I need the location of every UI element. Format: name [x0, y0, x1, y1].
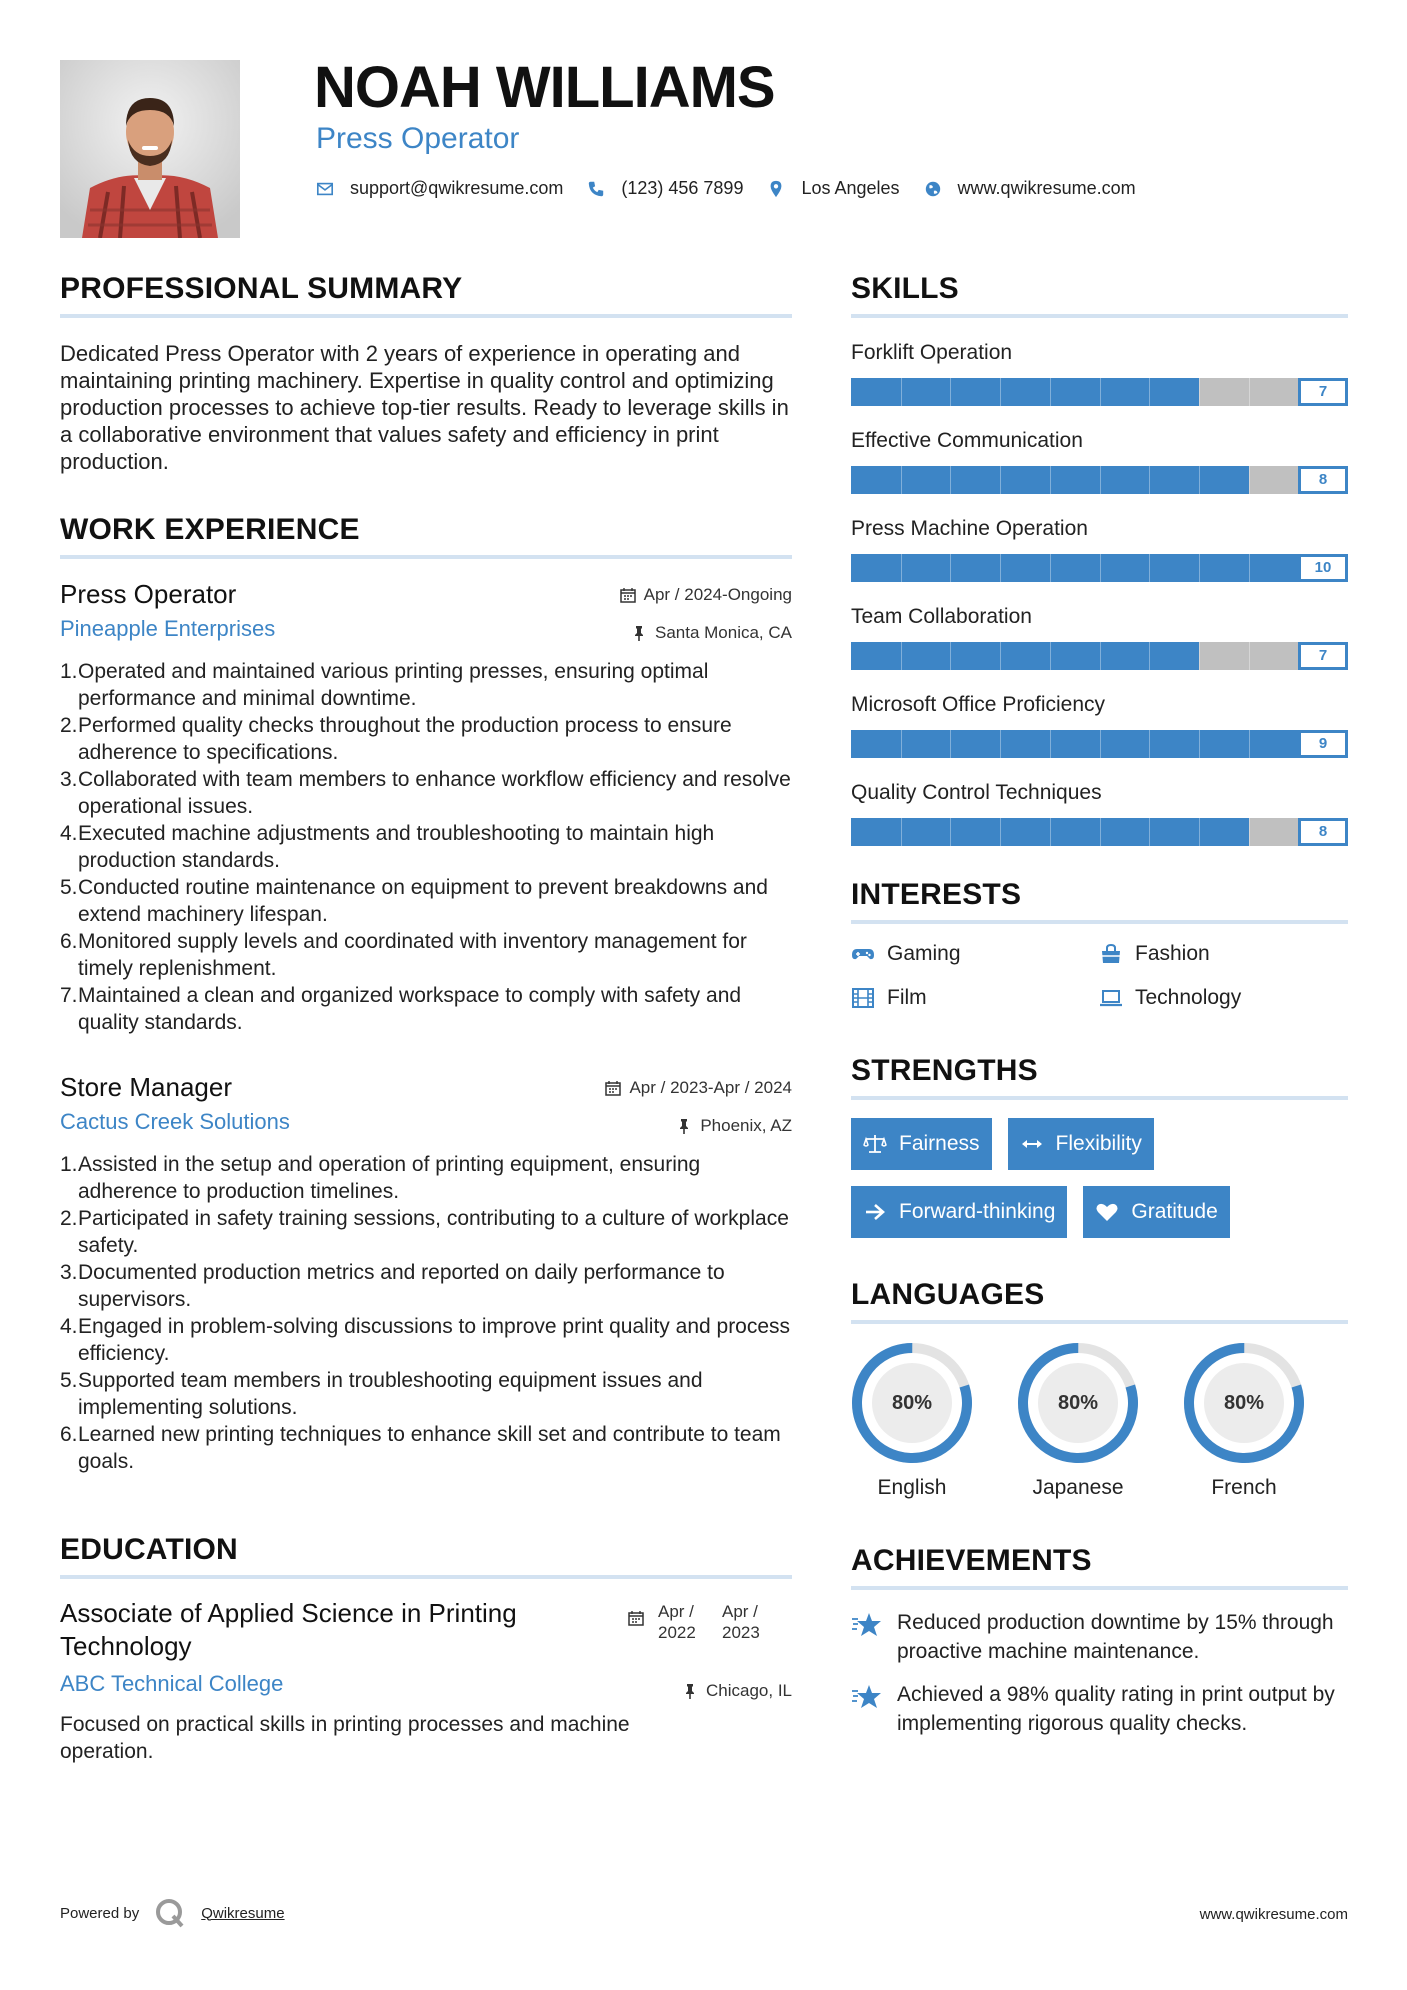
skill-level: 10: [1298, 554, 1348, 582]
skill-item: [851, 600, 1348, 670]
calendar-icon: [605, 1080, 621, 1096]
skill-bar: [851, 818, 1348, 846]
skill-bar-segment: [1149, 642, 1150, 670]
interest-item: [851, 942, 1099, 966]
job-location: [631, 623, 792, 643]
skill-bar-segment: [1000, 818, 1001, 846]
skills-section: [851, 272, 1348, 846]
job-dates-text: Apr / 2024-Ongoing: [643, 585, 792, 604]
skill-item: [851, 512, 1348, 582]
strength-tag: [851, 1186, 1067, 1238]
education-end: Apr / 2023: [722, 1602, 760, 1642]
contact-location: [767, 178, 899, 199]
job-location-text: Phoenix, AZ: [700, 1116, 792, 1135]
language-percent: 80%: [1057, 1392, 1099, 1414]
phone-icon: [587, 180, 605, 198]
skill-bar-segment: [950, 378, 951, 406]
education-start: Apr / 2022: [658, 1602, 696, 1642]
skill-bar-segment: [901, 554, 902, 582]
skill-bar-segment: [1050, 554, 1051, 582]
skill-name: Forklift Operation: [851, 341, 1013, 364]
skill-bar-segment: [1199, 554, 1200, 582]
film-icon: [851, 986, 875, 1010]
achievements-list: [851, 1608, 1348, 1738]
bullet-text: Assisted in the setup and operation of printing equipment, ensuring adherence to production timelines.: [78, 1153, 701, 1203]
job-location: [676, 1116, 792, 1136]
achievement-item: [851, 1680, 1348, 1738]
candidate-role: Press Operator: [316, 122, 520, 155]
strength-label: Fairness: [899, 1132, 980, 1155]
job-dates: [620, 585, 792, 605]
skill-bar-segment: [1149, 730, 1150, 758]
section-title-skills: SKILLS: [851, 272, 1348, 318]
skill-bar-fill: [851, 730, 1298, 758]
skill-level: 8: [1298, 818, 1348, 846]
skill-bar-segment: [1000, 642, 1001, 670]
skill-bar-segment: [1199, 642, 1200, 670]
bullet-text: Monitored supply levels and coordinated with inventory management for timely replenishment.: [78, 930, 747, 980]
contact-email-text: support@qwikresume.com: [350, 178, 564, 198]
strength-label: Flexibility: [1055, 1132, 1142, 1155]
job-company: Cactus Creek Solutions: [60, 1109, 290, 1134]
section-title-strengths: STRENGTHS: [851, 1054, 1348, 1100]
strengths-list: [851, 1118, 1348, 1238]
strengths-section: [851, 1054, 1348, 1238]
interest-item: [851, 986, 1099, 1010]
section-title-achievements: ACHIEVEMENTS: [851, 1544, 1348, 1590]
section-title-education: EDUCATION: [60, 1533, 792, 1579]
achievement-item: [851, 1608, 1348, 1666]
section-title-summary: PROFESSIONAL SUMMARY: [60, 272, 792, 318]
job-bullets: [60, 1151, 792, 1475]
skill-bar-segment: [1100, 642, 1101, 670]
language-percent: 80%: [891, 1392, 933, 1414]
skill-bar-segment: [950, 642, 951, 670]
bullet-text: Documented production metrics and reported on daily performance to supervisors.: [78, 1261, 725, 1311]
list-item: 3. Collaborated with team members to enhance workflow efficiency and resolve operational issues.: [60, 768, 791, 818]
skill-bar-segment: [1050, 730, 1051, 758]
pushpin-icon: [631, 625, 647, 641]
interest-item: [1099, 942, 1347, 966]
languages-list: [851, 1342, 1348, 1500]
education-degree: Associate of Applied Science in Printing Technology: [60, 1598, 517, 1661]
list-item: 1. Operated and maintained various printing presses, ensuring optimal performance and minimal downtime.: [60, 658, 792, 712]
skill-bar-segment: [1249, 642, 1250, 670]
skill-bar-segment: [1100, 818, 1101, 846]
language-name: Japanese: [1032, 1476, 1124, 1499]
globe-icon: [924, 180, 942, 198]
skill-bar-segment: [1149, 554, 1150, 582]
bullet-text: Performed quality checks throughout the production process to ensure adherence to specifications.: [78, 714, 732, 764]
skill-bar-segment: [1000, 730, 1001, 758]
education-location: [682, 1681, 792, 1701]
skill-bar-segment: [1199, 818, 1200, 846]
bullet-text: Conducted routine maintenance on equipment to prevent breakdowns and extend machinery lifespan.: [78, 876, 768, 926]
shopping-bag-icon: [1099, 942, 1123, 966]
skill-bar-segment: [1100, 466, 1101, 494]
skill-item: [851, 776, 1348, 846]
language-name: English: [877, 1476, 947, 1499]
education-location-text: Chicago, IL: [706, 1681, 792, 1700]
skill-bar-segment: [1100, 554, 1101, 582]
skill-bar-segment: [1249, 818, 1250, 846]
experience-section: [60, 513, 792, 1475]
skill-bar-segment: [901, 818, 902, 846]
skill-bar-segment: [901, 642, 902, 670]
section-title-interests: INTERESTS: [851, 878, 1348, 924]
strength-tag: [1083, 1186, 1229, 1238]
skill-bar-segment: [1149, 818, 1150, 846]
star-badge-icon: [851, 1610, 883, 1642]
contact-website[interactable]: [924, 178, 1136, 199]
bullet-text: Collaborated with team members to enhance workflow efficiency and resolve operational issues.: [78, 768, 791, 818]
heart-icon: [1095, 1200, 1119, 1224]
list-item: 1. Assisted in the setup and operation of printing equipment, ensuring adherence to production timelines.: [60, 1151, 792, 1205]
star-badge-icon: [851, 1682, 883, 1714]
interest-label: Fashion: [1135, 942, 1210, 965]
skill-bar: [851, 466, 1348, 494]
list-item: 7. Maintained a clean and organized workspace to comply with safety and quality standards.: [60, 982, 792, 1036]
calendar-icon: [620, 587, 636, 603]
bullet-text: Maintained a clean and organized workspace to comply with safety and quality standards.: [78, 984, 742, 1034]
skill-name: Microsoft Office Proficiency: [851, 693, 1106, 716]
gamepad-icon: [851, 942, 875, 966]
skill-bar-segment: [1100, 730, 1101, 758]
skill-bar-segment: [1249, 554, 1250, 582]
achievement-text: Achieved a 98% quality rating in print output by implementing rigorous quality checks.: [897, 1683, 1335, 1735]
skill-bar-segment: [1249, 466, 1250, 494]
skill-bar: [851, 730, 1348, 758]
job-entry: [60, 1072, 792, 1475]
qwikresume-link[interactable]: Qwikresume: [201, 1904, 285, 1922]
bullet-text: Operated and maintained various printing presses, ensuring optimal performance and minimal downtime.: [78, 660, 709, 710]
skill-level: 8: [1298, 466, 1348, 494]
skill-bar-segment: [950, 466, 951, 494]
skills-list: [851, 336, 1348, 846]
contact-phone-text: (123) 456 7899: [621, 178, 744, 198]
language-item: [1017, 1342, 1139, 1500]
list-item: 3. Documented production metrics and reported on daily performance to supervisors.: [60, 1259, 792, 1313]
balance-scale-icon: [863, 1132, 887, 1156]
achievement-text: Reduced production downtime by 15% through proactive machine maintenance.: [897, 1611, 1334, 1663]
language-ring: [851, 1342, 973, 1464]
list-item: 6. Monitored supply levels and coordinated with inventory management for timely replenishment.: [60, 928, 792, 982]
list-item: 4. Engaged in problem-solving discussions to improve print quality and process efficiency.: [60, 1315, 791, 1365]
skill-bar-segment: [901, 466, 902, 494]
left-column: [60, 272, 792, 1765]
laptop-icon: [1099, 986, 1123, 1010]
contact-phone[interactable]: [587, 178, 743, 199]
bullet-text: Participated in safety training sessions, contributing to a culture of workplace safety.: [78, 1207, 789, 1257]
language-ring: [1017, 1342, 1139, 1464]
contact-location-text: Los Angeles: [801, 178, 900, 198]
skill-bar-segment: [1050, 466, 1051, 494]
job-dates-text: Apr / 2023-Apr / 2024: [629, 1078, 792, 1097]
skill-item: [851, 424, 1348, 494]
skill-bar-segment: [950, 818, 951, 846]
skill-bar-segment: [1199, 730, 1200, 758]
right-column: [851, 272, 1348, 1752]
education-description: Focused on practical skills in printing processes and machine operation.: [60, 1713, 630, 1763]
strength-label: Gratitude: [1131, 1200, 1218, 1223]
skill-name: Team Collaboration: [851, 605, 1032, 628]
job-entry: [60, 579, 792, 1036]
skill-item: [851, 336, 1348, 406]
skill-bar-segment: [901, 730, 902, 758]
skill-item: [851, 688, 1348, 758]
skill-name: Press Machine Operation: [851, 517, 1088, 540]
language-ring: [1183, 1342, 1305, 1464]
bullet-text: Learned new printing techniques to enhance skill set and contribute to team goals.: [78, 1423, 781, 1473]
section-title-languages: LANGUAGES: [851, 1278, 1348, 1324]
interest-label: Technology: [1135, 986, 1242, 1009]
bullet-text: Executed machine adjustments and troubleshooting to maintain high production standards.: [78, 822, 715, 872]
interests-grid: [851, 942, 1348, 1010]
skill-bar-segment: [1000, 554, 1001, 582]
list-item: 6. Learned new printing techniques to enhance skill set and contribute to team goals.: [60, 1421, 792, 1475]
job-company: Pineapple Enterprises: [60, 616, 276, 641]
skill-bar-segment: [950, 554, 951, 582]
skill-bar-segment: [1249, 378, 1250, 406]
skill-bar-fill: [851, 642, 1199, 670]
skill-level: 9: [1298, 730, 1348, 758]
language-name: French: [1211, 1476, 1277, 1499]
list-item: 2. Performed quality checks throughout the production process to ensure adherence to specifications.: [60, 712, 792, 766]
contact-email[interactable]: [316, 178, 563, 199]
skill-level: 7: [1298, 642, 1348, 670]
interest-label: Film: [887, 986, 927, 1009]
achievements-section: [851, 1544, 1348, 1738]
skill-bar-segment: [1050, 642, 1051, 670]
powered-by-text: Powered by: [60, 1904, 140, 1922]
pushpin-icon: [676, 1118, 692, 1134]
skill-bar-segment: [1149, 378, 1150, 406]
pushpin-icon: [682, 1683, 698, 1699]
education-dates: [628, 1601, 772, 1643]
interest-item: [1099, 986, 1347, 1010]
interests-section: [851, 878, 1348, 1010]
languages-section: [851, 1278, 1348, 1500]
skill-bar-segment: [1199, 378, 1200, 406]
skill-bar-segment: [1249, 730, 1250, 758]
education-entry: [60, 1597, 792, 1765]
bullet-text: Supported team members in troubleshooting equipment issues and implementing solutions.: [78, 1369, 703, 1419]
job-title: Press Operator: [60, 579, 237, 609]
skill-name: Quality Control Techniques: [851, 781, 1102, 804]
arrows-horizontal-icon: [1020, 1132, 1044, 1156]
summary-text: Dedicated Press Operator with 2 years of experience in operating and maintaining printing machinery. Expertise in quality control and optimizing production processes to achieve top-tier results. Ready to leverage skills in a collaborative environment that values safety and efficiency in print production.: [60, 341, 789, 474]
education-section: [60, 1533, 792, 1765]
strength-tag: [1008, 1118, 1154, 1170]
candidate-name: NOAH WILLIAMS: [314, 55, 775, 120]
list-item: 5. Conducted routine maintenance on equipment to prevent breakdowns and extend machinery lifespan.: [60, 874, 792, 928]
map-pin-icon: [767, 180, 785, 198]
skill-bar-fill: [851, 378, 1199, 406]
list-item: 5. Supported team members in troubleshooting equipment issues and implementing solutions.: [60, 1367, 792, 1421]
job-location-text: Santa Monica, CA: [654, 623, 792, 642]
skill-bar: [851, 554, 1348, 582]
arrow-right-icon: [863, 1200, 887, 1224]
qwikresume-logo-icon: [153, 1896, 187, 1930]
footer-powered-by: [60, 1896, 285, 1930]
interest-label: Gaming: [887, 942, 961, 965]
job-dates: [605, 1078, 792, 1098]
calendar-icon: [628, 1610, 644, 1626]
summary-section: [60, 272, 792, 475]
skill-bar: [851, 378, 1348, 406]
skill-bar-segment: [950, 730, 951, 758]
list-item: 4. Executed machine adjustments and troubleshooting to maintain high production standards.: [60, 820, 792, 874]
job-bullets: [60, 658, 792, 1036]
skill-bar-segment: [1050, 818, 1051, 846]
list-item: 2. Participated in safety training sessions, contributing to a culture of workplace safety.: [60, 1205, 792, 1259]
strength-tag: [851, 1118, 992, 1170]
section-title-experience: WORK EXPERIENCE: [60, 513, 792, 559]
contact-bar: [316, 178, 1160, 199]
language-item: [851, 1342, 973, 1500]
skill-bar-segment: [1000, 466, 1001, 494]
bullet-text: Engaged in problem-solving discussions to improve print quality and process efficiency.: [78, 1315, 791, 1365]
skill-bar-segment: [1199, 466, 1200, 494]
skill-level: 7: [1298, 378, 1348, 406]
skill-bar-segment: [901, 378, 902, 406]
strength-label: Forward-thinking: [899, 1200, 1056, 1223]
envelope-icon: [316, 180, 334, 198]
profile-photo: [60, 60, 240, 238]
language-percent: 80%: [1223, 1392, 1265, 1414]
language-item: [1183, 1342, 1305, 1500]
skill-bar-segment: [1100, 378, 1101, 406]
skill-bar-segment: [1000, 378, 1001, 406]
education-school: ABC Technical College: [60, 1671, 284, 1696]
skill-name: Effective Communication: [851, 429, 1083, 452]
skill-bar-segment: [1149, 466, 1150, 494]
footer-website[interactable]: www.qwikresume.com: [1199, 1906, 1348, 1923]
skill-bar-segment: [1050, 378, 1051, 406]
skill-bar: [851, 642, 1348, 670]
contact-website-text: www.qwikresume.com: [957, 178, 1136, 198]
job-title: Store Manager: [60, 1072, 232, 1102]
